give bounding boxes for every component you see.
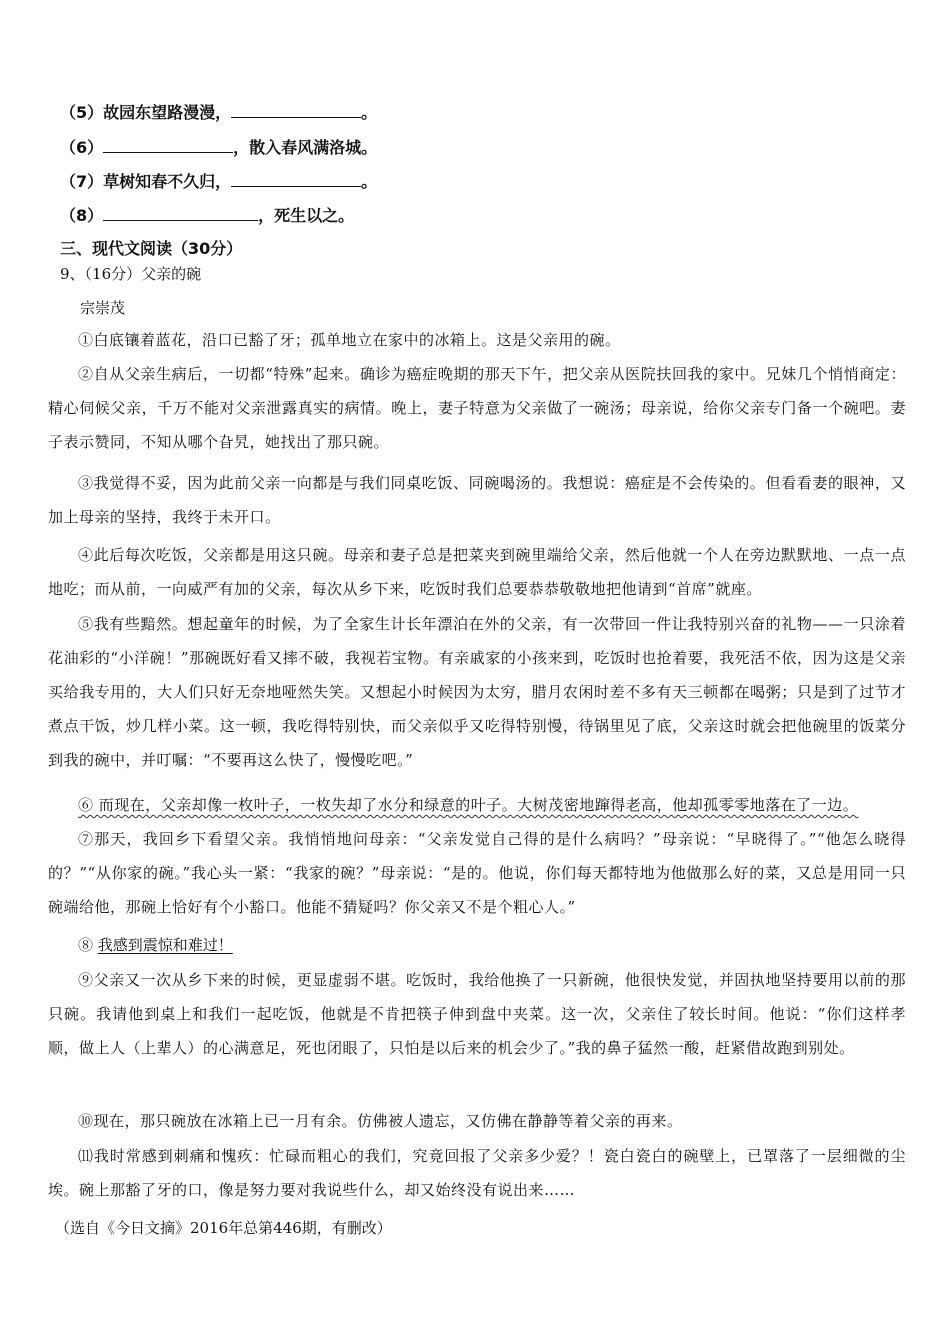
fill-blank-7: （7）草树知春不久归， 。: [60, 172, 378, 191]
fill-blank-5: （5）故园东望路漫漫， 。: [60, 103, 378, 122]
section-heading: 三、现代文阅读（30分）: [60, 239, 243, 258]
paragraph-8: ⑧ 我感到震惊和难过！: [78, 936, 233, 954]
answer-blank[interactable]: [103, 206, 258, 221]
paragraph-9: ⑨父亲又一次从乡下来的时候，更显虚弱不堪。吃饭时，我给他换了一只新碗，他很快发觉，并固执地坚持要用以前的那只碗。我请他到桌上和我们一起吃饭，他就是不肯把筷子伸到盘中夹菜。这一次，父亲住了较长时间。他说：“你们这样孝顺，做上人（上辈人）的心满意足，死也闭眼了，只怕是以后来的机会少了。”我的鼻子猛然一酸，赶紧借故跑到别处。: [48, 971, 906, 1057]
fill-blank-6: （6） ，散入春风满洛城。: [60, 138, 378, 157]
wavy-underlined-text: ⑥ 而现在，父亲却像一枚叶子，一枚失却了水分和绿意的叶子。大树茂密地蹿得老高，他却孤零零地落在了一边。: [78, 796, 859, 814]
answer-blank[interactable]: [231, 103, 361, 118]
paragraph-10: ⑩现在，那只碗放在冰箱上已一月有余。仿佛被人遗忘，又仿佛在静静等着父亲的再来。: [78, 1112, 683, 1130]
paragraph-3: ③我觉得不妥，因为此前父亲一向都是与我们同桌吃饭、同碗喝汤的。我想说：癌症是不会传染的。但看看妻的眼神，又加上母亲的坚持，我终于未开口。: [48, 474, 906, 526]
paragraph-5: ⑤我有些黯然。想起童年的时候，为了全家生计长年漂泊在外的父亲，有一次带回一件让我特别兴奋的礼物——一只涂着花油彩的“小洋碗！”那碗既好看又摔不破，我视若宝物。有亲戚家的小孩来到，吃饭时也抢着要，我死活不依，因为这是父亲买给我专用的，大人们只好无奈地哑然失笑。又想起小时候因为太穷，腊月农闲时差不多有天三顿都在喝粥；只是到了过节才煮点干饭，炒几样小菜。这一顿，我吃得特别快，而父亲似乎又吃得特别慢，待锅里见了底，父亲这时就会把他碗里的饭菜分到我的碗中，并叮嘱：“不要再这么快了，慢慢吃吧。”: [48, 615, 906, 769]
answer-blank[interactable]: [231, 172, 361, 187]
paragraph-2: ②自从父亲生病后，一切都“特殊”起来。确诊为癌症晚期的那天下午，把父亲从医院扶回我的家中。兄妹几个悄悄商定：精心伺候父亲，千万不能对父亲泄露真实的病情。晚上，妻子特意为父亲做了一碗汤；母亲说，给你父亲专门备一个碗吧。妻子表示赞同，不知从哪个旮旯，她找出了那只碗。: [48, 365, 906, 451]
fill-blank-8: （8） ，死生以之。: [60, 206, 355, 225]
answer-blank[interactable]: [103, 138, 233, 153]
author: 宗崇茂: [80, 299, 126, 317]
source-citation: （选自《今日文摘》2016年总第446期，有删改）: [55, 1219, 392, 1237]
underlined-sentence: 我感到震惊和难过！: [97, 936, 233, 954]
paragraph-1: ①白底镶着蓝花，沿口已豁了牙；孤单地立在家中的冰箱上。这是父亲用的碗。: [78, 331, 621, 349]
paragraph-4: ④此后每次吃饭，父亲都是用这只碗。母亲和妻子总是把菜夹到碗里端给父亲，然后他就一个人在旁边默默地、一点一点地吃；而从前，一向威严有加的父亲，每次从乡下来，吃饭时我们总要恭恭敬敬地把他请到“首席”就座。: [48, 546, 906, 598]
question-title: 9、（16分）父亲的碗: [60, 265, 202, 283]
paragraph-11: ⑾我时常感到刺痛和愧疚：忙碌而粗心的我们，究竟回报了父亲多少爱？！瓷白瓷白的碗壁上，已罩落了一层细微的尘埃。碗上那豁了牙的口，像是努力要对我说些什么，却又始终没有说出来……: [48, 1147, 906, 1199]
paragraph-6: [48, 788, 906, 822]
paragraph-7: ⑦那天，我回乡下看望父亲。我悄悄地问母亲：“父亲发觉自己得的是什么病吗？”母亲说：“早晓得了。”“他怎么晓得的？”“从你家的碗。”我心头一紧：“我家的碗？”母亲说：“是的。他说，你们每天都特地为他做那么好的菜，又总是用同一只碗端给他，那碗上恰好有个小豁口。他能不猜疑吗？你父亲又不是个粗心人。”: [48, 830, 906, 916]
